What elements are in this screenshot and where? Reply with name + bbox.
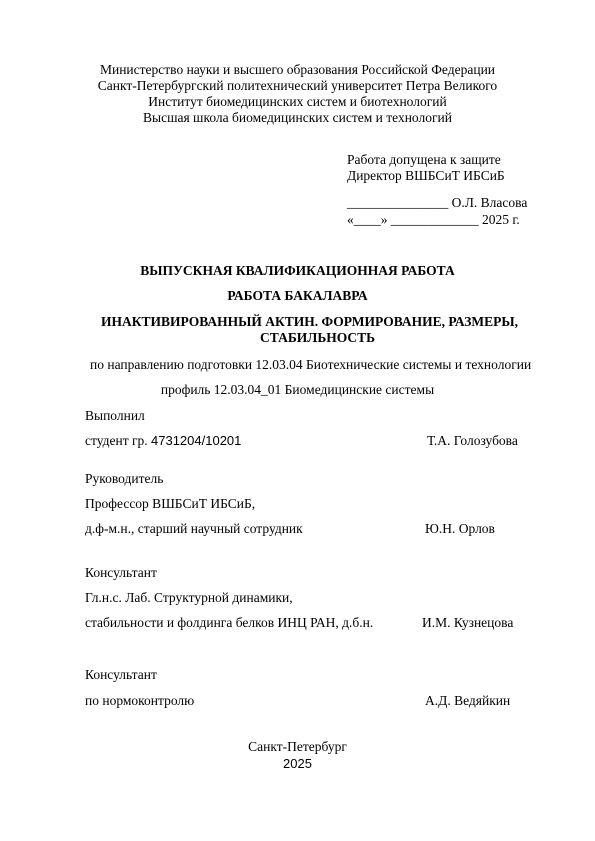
- topic-title-line2: СТАБИЛЬНОСТЬ: [260, 330, 376, 345]
- university-line: Санкт-Петербургский политехнический университет Петра Великого: [97, 78, 498, 93]
- direction-line: по направлению подготовки 12.03.04 Биотехнические системы и технологии: [90, 357, 532, 372]
- student-group-line: [85, 433, 241, 449]
- footer-city: Санкт-Петербург: [248, 739, 347, 754]
- footer-year: 2025: [283, 756, 312, 771]
- consultant2-name: А.Д. Ведяйкин: [425, 693, 511, 708]
- consultant1-position: Гл.н.с. Лаб. Структурной динамики,: [85, 590, 293, 605]
- profile-line: профиль 12.03.04_01 Биомедицинские системы: [160, 382, 435, 397]
- group-number: 4731204/10201: [151, 433, 242, 448]
- author-label: Выполнил: [85, 408, 145, 423]
- consultant2-role: по нормоконтролю: [85, 693, 195, 708]
- supervisor-position: Профессор ВШБСиТ ИБСиБ,: [85, 496, 256, 511]
- institute-line: Институт биомедицинских систем и биотехнологий: [148, 94, 447, 109]
- school-line: Высшая школа биомедицинских систем и технологий: [143, 110, 452, 125]
- work-type-heading: ВЫПУСКНАЯ КВАЛИФИКАЦИОННАЯ РАБОТА: [140, 263, 455, 278]
- approval-date-line: «____» _____________ 2025 г.: [347, 212, 520, 227]
- consultant1-name: И.М. Кузнецова: [422, 615, 514, 630]
- supervisor-degree: д.ф-м.н., старший научный сотрудник: [85, 521, 303, 536]
- consultant2-label: Консультант: [85, 667, 157, 682]
- student-prefix: студент гр.: [85, 433, 152, 448]
- author-name: Т.А. Голозубова: [427, 433, 518, 448]
- consultant1-degree: стабильности и фолдинга белков ИНЦ РАН, д.б.н.: [85, 615, 374, 630]
- supervisor-label: Руководитель: [85, 471, 164, 486]
- consultant1-label: Консультант: [85, 565, 157, 580]
- degree-heading: РАБОТА БАКАЛАВРА: [227, 288, 368, 303]
- approval-text: Работа допущена к защите: [347, 152, 501, 167]
- topic-title-line1: ИНАКТИВИРОВАННЫЙ АКТИН. ФОРМИРОВАНИЕ, РАЗМЕРЫ,: [101, 314, 519, 329]
- supervisor-name: Ю.Н. Орлов: [425, 521, 495, 536]
- ministry-line: Министерство науки и высшего образования Российской Федерации: [99, 62, 496, 77]
- director-signature-line: _______________ О.Л. Власова: [347, 195, 528, 210]
- director-title: Директор ВШБСиТ ИБСиБ: [347, 168, 505, 183]
